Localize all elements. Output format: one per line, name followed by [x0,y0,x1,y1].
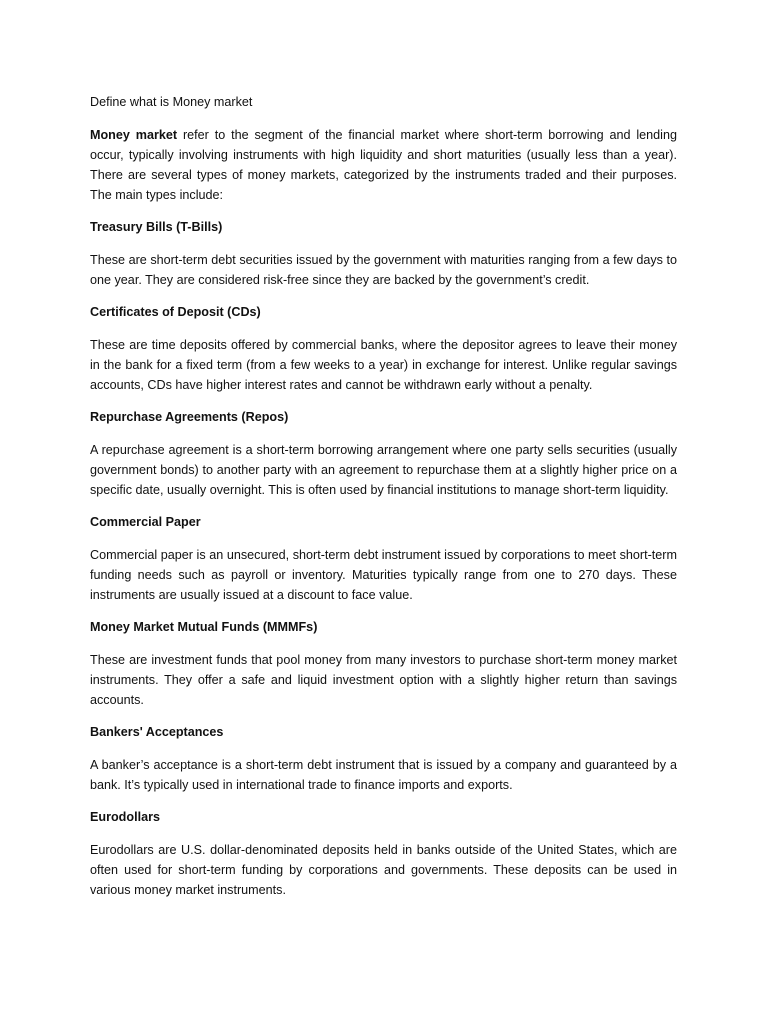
section-certificates-of-deposit [90,302,677,395]
section-body: Commercial paper is an unsecured, short-term debt instrument issued by corporations to meet short-term funding needs such as payroll or inventory. Maturities typically range from one to 270 days. These instruments are usually issued at a discount to face value. [90,547,677,602]
document-page [90,92,677,912]
section-treasury-bills [90,217,677,290]
intro-text: refer to the segment of the financial market where short-term borrowing and lending occur, typically involving instruments with high liquidity and short maturities (usually less than a year). There are several types of money markets, categorized by the instruments traded and their purposes. The main types include: [90,127,677,202]
section-body: These are short-term debt securities issued by the government with maturities ranging from a few days to one year. They are considered risk-free since they are backed by the government’s credit. [90,252,677,287]
section-heading: Money Market Mutual Funds (MMMFs) [90,620,318,634]
section-heading: Bankers' Acceptances [90,725,224,739]
section-repurchase-agreements [90,407,677,500]
section-body: These are investment funds that pool money from many investors to purchase short-term money market instruments. They offer a safe and liquid investment option with a slightly higher return than savings accounts. [90,652,677,707]
section-bankers-acceptances [90,722,677,795]
section-body: A repurchase agreement is a short-term borrowing arrangement where one party sells securities (usually government bonds) to another party with an agreement to repurchase them at a slightly higher price on a specific date, usually overnight. This is often used by financial institutions to manage short-term liquidity. [90,442,677,497]
intro-term: Money market [90,127,178,142]
section-heading: Repurchase Agreements (Repos) [90,410,289,424]
section-heading: Eurodollars [90,810,160,824]
section-body: Eurodollars are U.S. dollar-denominated deposits held in banks outside of the United States, which are often used for short-term funding by corporations and governments. These deposits can be used in various money market instruments. [90,842,677,897]
section-eurodollars [90,807,677,900]
section-heading: Treasury Bills (T-Bills) [90,220,223,234]
section-body: A banker’s acceptance is a short-term debt instrument that is issued by a company and guaranteed by a bank. It’s typically used in international trade to finance imports and exports. [90,757,677,792]
section-body: These are time deposits offered by commercial banks, where the depositor agrees to leave their money in the bank for a fixed term (from a few weeks to a year) in exchange for interest. Unlike regular savings accounts, CDs have higher interest rates and cannot be withdrawn early without a penalty. [90,337,677,392]
section-heading: Commercial Paper [90,515,201,529]
section-money-market-mutual-funds [90,617,677,710]
section-commercial-paper [90,512,677,605]
question-text: Define what is Money market [90,95,253,109]
section-heading: Certificates of Deposit (CDs) [90,305,261,319]
intro-paragraph [90,125,677,205]
